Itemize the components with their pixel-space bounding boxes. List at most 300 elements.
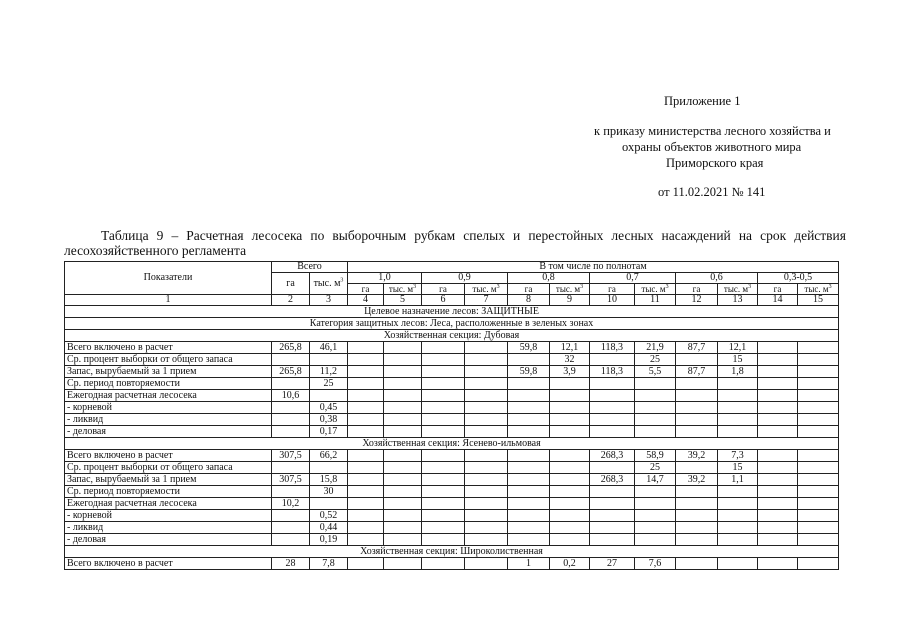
row-value	[635, 498, 676, 510]
forest-purpose-row	[65, 306, 839, 318]
row-value: 0,38	[310, 414, 348, 426]
row-label: Ежегодная расчетная лесосека	[65, 390, 272, 402]
row-value	[635, 426, 676, 438]
unit-ths-m3: тыс. $м^3$	[384, 284, 422, 295]
row-value	[635, 378, 676, 390]
row-value	[798, 354, 839, 366]
row-value	[465, 378, 508, 390]
row-value	[590, 378, 635, 390]
row-value	[798, 498, 839, 510]
row-value	[550, 402, 590, 414]
row-value	[465, 486, 508, 498]
row-value: 0,44	[310, 522, 348, 534]
column-number: 6	[422, 295, 465, 306]
row-value	[590, 498, 635, 510]
row-value	[384, 450, 422, 462]
row-value: 12,1	[550, 342, 590, 354]
row-value	[310, 498, 348, 510]
row-value: 0,52	[310, 510, 348, 522]
row-value	[348, 534, 384, 546]
row-value	[422, 450, 465, 462]
row-value: 12,1	[718, 342, 758, 354]
row-value	[758, 558, 798, 570]
row-value	[384, 366, 422, 378]
row-value: 0,19	[310, 534, 348, 546]
row-value	[348, 450, 384, 462]
row-value	[465, 462, 508, 474]
row-value	[508, 498, 550, 510]
header-density-0-9: 0,9	[422, 273, 508, 284]
appendix-label: Приложение 1	[664, 94, 741, 108]
row-value	[590, 462, 635, 474]
column-number: 1	[65, 295, 272, 306]
row-label: Ср. период повторяемости	[65, 486, 272, 498]
row-label: - ликвид	[65, 522, 272, 534]
row-value: 39,2	[676, 450, 718, 462]
row-value	[348, 558, 384, 570]
column-number: 12	[676, 295, 718, 306]
row-value: 46,1	[310, 342, 348, 354]
row-value	[590, 390, 635, 402]
header-density-0-6: 0,6	[676, 273, 758, 284]
row-value	[465, 510, 508, 522]
unit-ths-m3: тыс. $м^3$	[465, 284, 508, 295]
row-value	[758, 498, 798, 510]
header-incl-density: В том числе по полнотам	[348, 262, 839, 273]
row-value	[798, 510, 839, 522]
row-value	[384, 402, 422, 414]
row-value	[272, 462, 310, 474]
row-value: 15,8	[310, 474, 348, 486]
section-title: Хозяйственная секция: Ясенево-ильмовая	[65, 438, 839, 450]
row-value	[465, 414, 508, 426]
column-number: 4	[348, 295, 384, 306]
row-value	[508, 354, 550, 366]
row-value	[465, 426, 508, 438]
row-value	[550, 426, 590, 438]
row-value	[635, 414, 676, 426]
table-row	[65, 354, 839, 366]
forest-purpose: Целевое назначение лесов: ЗАЩИТНЫЕ	[65, 306, 839, 318]
row-value	[348, 378, 384, 390]
row-value	[384, 426, 422, 438]
row-value	[676, 390, 718, 402]
row-value	[798, 522, 839, 534]
row-value	[508, 462, 550, 474]
column-number: 5	[384, 295, 422, 306]
table-row	[65, 510, 839, 522]
row-label: Всего включено в расчет	[65, 450, 272, 462]
row-value	[384, 498, 422, 510]
row-value	[550, 414, 590, 426]
row-value	[465, 366, 508, 378]
row-value	[590, 522, 635, 534]
row-value	[798, 366, 839, 378]
row-label: Всего включено в расчет	[65, 342, 272, 354]
row-value: 66,2	[310, 450, 348, 462]
order-line-3: Приморского края	[666, 156, 764, 170]
row-value	[676, 402, 718, 414]
row-value	[550, 450, 590, 462]
row-value	[635, 402, 676, 414]
row-value	[422, 426, 465, 438]
row-label: Ср. процент выборки от общего запаса	[65, 354, 272, 366]
row-value: 15	[718, 354, 758, 366]
row-value	[384, 462, 422, 474]
row-value	[422, 390, 465, 402]
unit-ha: га	[758, 284, 798, 295]
row-value	[465, 450, 508, 462]
row-value: 32	[550, 354, 590, 366]
row-label: Запас, вырубаемый за 1 прием	[65, 474, 272, 486]
unit-ths-m3: тыс. $м^3$	[635, 284, 676, 295]
section-title-row	[65, 438, 839, 450]
row-value: 14,7	[635, 474, 676, 486]
row-value	[310, 462, 348, 474]
row-value	[590, 510, 635, 522]
row-value	[718, 534, 758, 546]
row-value	[508, 426, 550, 438]
row-value	[718, 414, 758, 426]
row-label: - деловая	[65, 534, 272, 546]
column-number: 14	[758, 295, 798, 306]
row-value	[422, 534, 465, 546]
row-value	[348, 366, 384, 378]
row-value	[384, 510, 422, 522]
row-value	[422, 402, 465, 414]
row-value	[798, 534, 839, 546]
row-value	[422, 354, 465, 366]
unit-ha: га	[676, 284, 718, 295]
row-value: 307,5	[272, 450, 310, 462]
row-value: 0,45	[310, 402, 348, 414]
row-value	[635, 486, 676, 498]
row-value	[676, 522, 718, 534]
row-value	[422, 558, 465, 570]
section-title: Хозяйственная секция: Широколиственная	[65, 546, 839, 558]
row-value: 0,2	[550, 558, 590, 570]
row-value	[635, 510, 676, 522]
row-value	[676, 354, 718, 366]
row-label: Всего включено в расчет	[65, 558, 272, 570]
row-value	[508, 402, 550, 414]
row-label: Ср. процент выборки от общего запаса	[65, 462, 272, 474]
row-value	[422, 510, 465, 522]
row-value	[508, 450, 550, 462]
table-row	[65, 390, 839, 402]
row-value	[384, 558, 422, 570]
table-row	[65, 498, 839, 510]
row-value	[384, 522, 422, 534]
column-number: 8	[508, 295, 550, 306]
row-value	[508, 378, 550, 390]
row-value	[798, 402, 839, 414]
row-value	[508, 474, 550, 486]
row-value	[758, 390, 798, 402]
row-value: 15	[718, 462, 758, 474]
row-value	[758, 426, 798, 438]
row-value	[508, 390, 550, 402]
row-value: 7,6	[635, 558, 676, 570]
row-value: 10,2	[272, 498, 310, 510]
row-value	[508, 414, 550, 426]
row-value: 118,3	[590, 366, 635, 378]
table-row	[65, 378, 839, 390]
row-value	[272, 378, 310, 390]
header-density-0-7: 0,7	[590, 273, 676, 284]
row-value	[272, 354, 310, 366]
row-value: 25	[635, 354, 676, 366]
row-value: 21,9	[635, 342, 676, 354]
row-value	[758, 402, 798, 414]
row-value	[590, 354, 635, 366]
row-value: 59,8	[508, 366, 550, 378]
row-value	[465, 474, 508, 486]
row-value	[272, 486, 310, 498]
table-row	[65, 414, 839, 426]
row-value	[384, 534, 422, 546]
row-label: - деловая	[65, 426, 272, 438]
row-value	[422, 498, 465, 510]
row-value: 1	[508, 558, 550, 570]
order-line-2: охраны объектов животного мира	[622, 140, 802, 154]
row-value	[718, 486, 758, 498]
row-value: 265,8	[272, 366, 310, 378]
row-value	[798, 378, 839, 390]
row-label: Ежегодная расчетная лесосека	[65, 498, 272, 510]
row-value: 25	[310, 378, 348, 390]
row-value: 0,17	[310, 426, 348, 438]
row-value: 268,3	[590, 450, 635, 462]
row-value	[465, 402, 508, 414]
row-value	[384, 474, 422, 486]
table-row	[65, 366, 839, 378]
row-value	[635, 390, 676, 402]
row-value	[798, 390, 839, 402]
row-value	[758, 486, 798, 498]
row-value: 5,5	[635, 366, 676, 378]
row-value	[758, 342, 798, 354]
table-row	[65, 474, 839, 486]
row-value	[718, 558, 758, 570]
row-value	[635, 534, 676, 546]
order-date-number: от 11.02.2021 № 141	[658, 185, 766, 199]
row-value	[798, 462, 839, 474]
row-value: 11,2	[310, 366, 348, 378]
row-value	[758, 510, 798, 522]
table-row	[65, 462, 839, 474]
row-value: 28	[272, 558, 310, 570]
row-value: 118,3	[590, 342, 635, 354]
row-value: 1,1	[718, 474, 758, 486]
table-row	[65, 426, 839, 438]
row-value	[422, 486, 465, 498]
row-value	[798, 414, 839, 426]
row-label: Ср. период повторяемости	[65, 378, 272, 390]
unit-ths-m3: тыс. $м^3$	[550, 284, 590, 295]
row-value	[348, 510, 384, 522]
row-value	[422, 474, 465, 486]
row-value	[676, 534, 718, 546]
unit-ths-m3: тыс. $м^3$	[798, 284, 839, 295]
section-title: Хозяйственная секция: Дубовая	[65, 330, 839, 342]
row-value	[348, 342, 384, 354]
row-value: 27	[590, 558, 635, 570]
table-row	[65, 402, 839, 414]
row-value	[384, 354, 422, 366]
row-value	[348, 402, 384, 414]
row-value	[508, 486, 550, 498]
row-value	[508, 522, 550, 534]
table-row	[65, 342, 839, 354]
row-value	[550, 534, 590, 546]
row-value: 268,3	[590, 474, 635, 486]
table-title: Таблица 9 – Расчетная лесосека по выборочным рубкам спелых и перестойных лесных насаждений на срок действия лесохозяйственного регламента	[64, 228, 846, 258]
unit-ha: га	[590, 284, 635, 295]
row-value	[758, 522, 798, 534]
row-value	[718, 402, 758, 414]
row-value	[590, 426, 635, 438]
row-value	[384, 378, 422, 390]
column-number: 15	[798, 295, 839, 306]
row-value	[676, 414, 718, 426]
table-body	[65, 262, 839, 570]
row-value	[590, 402, 635, 414]
row-value	[590, 534, 635, 546]
row-value: 307,5	[272, 474, 310, 486]
row-value: 25	[635, 462, 676, 474]
order-line-1: к приказу министерства лесного хозяйства и	[594, 124, 831, 138]
forest-category: Категория защитных лесов: Леса, расположенные в зеленых зонах	[65, 318, 839, 330]
row-value	[465, 534, 508, 546]
row-value	[758, 462, 798, 474]
row-value: 30	[310, 486, 348, 498]
row-value	[465, 522, 508, 534]
row-value	[508, 510, 550, 522]
row-value	[384, 414, 422, 426]
row-value	[348, 354, 384, 366]
row-value: 59,8	[508, 342, 550, 354]
row-value: 87,7	[676, 342, 718, 354]
row-value	[272, 414, 310, 426]
column-number: 2	[272, 295, 310, 306]
row-value	[718, 426, 758, 438]
row-value	[590, 414, 635, 426]
unit-ha: га	[508, 284, 550, 295]
row-value	[676, 378, 718, 390]
header-density-0-8: 0,8	[508, 273, 590, 284]
row-value	[550, 486, 590, 498]
row-value	[676, 426, 718, 438]
row-value: 58,9	[635, 450, 676, 462]
row-value	[272, 522, 310, 534]
row-value: 10,6	[272, 390, 310, 402]
row-label: - корневой	[65, 510, 272, 522]
column-number: 9	[550, 295, 590, 306]
row-value	[465, 390, 508, 402]
row-label: Запас, вырубаемый за 1 прием	[65, 366, 272, 378]
row-value	[798, 342, 839, 354]
row-value	[676, 462, 718, 474]
row-value	[348, 462, 384, 474]
row-value	[550, 522, 590, 534]
row-value	[422, 414, 465, 426]
section-title-row	[65, 330, 839, 342]
column-number: 7	[465, 295, 508, 306]
header-indicators: Показатели	[65, 262, 272, 295]
row-value	[676, 558, 718, 570]
row-value	[422, 378, 465, 390]
column-number: 11	[635, 295, 676, 306]
row-value	[272, 510, 310, 522]
row-value	[550, 498, 590, 510]
row-value: 7,8	[310, 558, 348, 570]
row-value: 39,2	[676, 474, 718, 486]
row-value	[718, 498, 758, 510]
row-value	[422, 522, 465, 534]
row-value	[465, 342, 508, 354]
row-value: 3,9	[550, 366, 590, 378]
row-value	[348, 426, 384, 438]
row-value	[718, 390, 758, 402]
header-total-ha: га	[272, 273, 310, 295]
row-value	[465, 558, 508, 570]
row-value	[758, 366, 798, 378]
row-value: 1,8	[718, 366, 758, 378]
row-value	[422, 366, 465, 378]
header-density-1-0: 1,0	[348, 273, 422, 284]
row-value	[348, 498, 384, 510]
section-title-row	[65, 546, 839, 558]
table-row	[65, 558, 839, 570]
header-row-1	[65, 262, 839, 273]
row-value	[310, 354, 348, 366]
row-value	[550, 474, 590, 486]
header-total: Всего	[272, 262, 348, 273]
column-number: 10	[590, 295, 635, 306]
unit-ha: га	[422, 284, 465, 295]
row-value	[348, 390, 384, 402]
column-number: 3	[310, 295, 348, 306]
row-value	[676, 486, 718, 498]
row-label: - корневой	[65, 402, 272, 414]
row-value	[550, 390, 590, 402]
cutting-area-table	[64, 261, 839, 570]
row-value	[422, 462, 465, 474]
table-row	[65, 522, 839, 534]
row-value	[758, 474, 798, 486]
row-value	[718, 510, 758, 522]
row-value	[758, 414, 798, 426]
column-number-row	[65, 295, 839, 306]
row-value	[465, 354, 508, 366]
row-value	[590, 486, 635, 498]
row-value	[550, 378, 590, 390]
column-number: 13	[718, 295, 758, 306]
row-value	[384, 342, 422, 354]
table-row	[65, 486, 839, 498]
table-row	[65, 450, 839, 462]
row-value	[550, 462, 590, 474]
row-value	[798, 426, 839, 438]
row-value	[798, 558, 839, 570]
row-value	[758, 534, 798, 546]
row-value	[348, 522, 384, 534]
row-value	[272, 534, 310, 546]
row-value: 87,7	[676, 366, 718, 378]
row-value	[798, 450, 839, 462]
row-value	[718, 522, 758, 534]
